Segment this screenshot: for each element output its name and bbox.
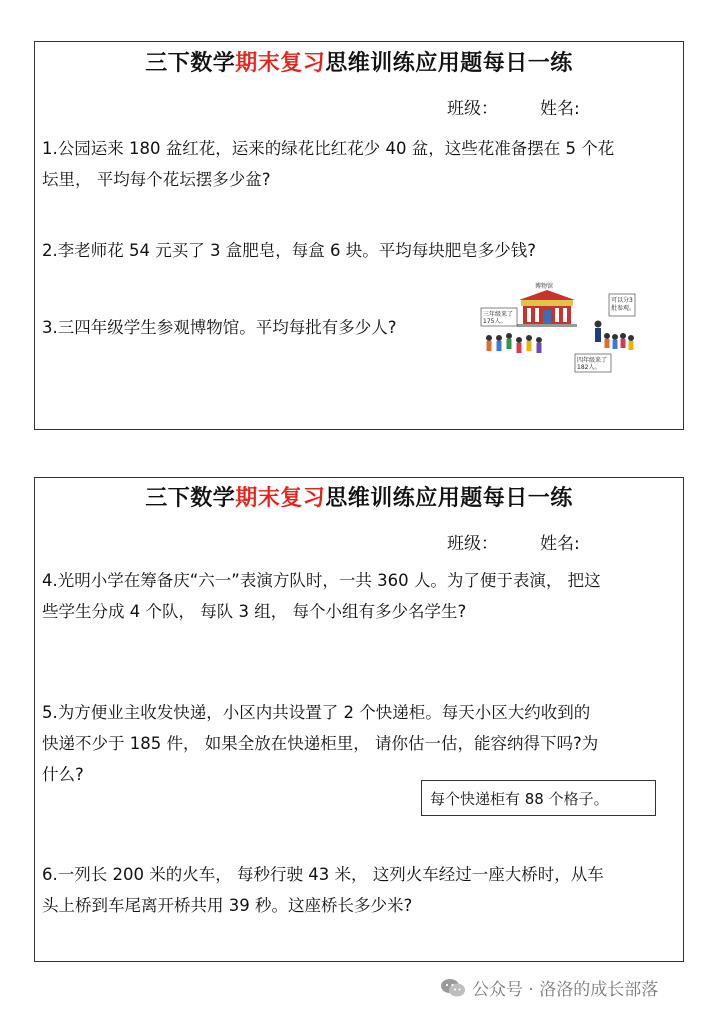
speech-bubble-right xyxy=(609,294,635,316)
question-5: 5.为方便业主收发快递，小区内共设置了 2 个快递柜。每天小区大约收到的 快递不少于 185 件， 如果全放在快递柜里， 请你估一估，能容纳得下吗?为 什么? xyxy=(42,703,599,784)
name-label: 姓名: xyxy=(540,534,580,554)
class-label: 班级： xyxy=(447,534,498,554)
question-6: 6.一列长 200 米的火车， 每秒行驶 43 米， 这列火车经过一座大桥时，从车 头上桥到车尾离开桥共用 39 秒。这座桥长多少米? xyxy=(42,865,604,915)
svg-text:三年级来了: 三年级来了 xyxy=(483,311,514,318)
svg-text:批参观。: 批参观。 xyxy=(611,305,636,312)
question-1: 1.公园运来 180 盆红花，运来的绿花比红花少 40 盆，这些花准备摆在 5 个花 坛里， 平均每个花坛摆多少盆? xyxy=(42,139,615,189)
q5-hint-box: 每个快递柜有 88 个格子。 xyxy=(421,780,656,816)
worksheet-title: 三下数学期末复习思维训练应用题每日一练 xyxy=(145,51,573,76)
svg-text:四年级来了: 四年级来了 xyxy=(577,357,608,364)
footer-text: 公众号 · 洛洛的成长部落 xyxy=(472,980,659,1000)
title-highlight: 期末复习 xyxy=(235,486,326,511)
svg-text:可以分3: 可以分3 xyxy=(611,297,633,304)
speech-bubble-left xyxy=(481,308,517,326)
museum-building-icon xyxy=(517,290,577,327)
svg-text:175人。: 175人。 xyxy=(483,318,507,325)
students-group-left-icon xyxy=(486,333,542,353)
question-3: 3.三四年级学生参观博物馆。平均每批有多少人? xyxy=(42,318,397,337)
footer-watermark xyxy=(440,975,658,1000)
museum-illustration xyxy=(447,280,637,378)
worksheet-card-2 xyxy=(34,477,684,962)
name-label: 姓名: xyxy=(540,99,580,119)
title-highlight: 期末复习 xyxy=(235,51,326,76)
class-label: 班级： xyxy=(447,99,498,119)
worksheet-title: 三下数学期末复习思维训练应用题每日一练 xyxy=(145,486,573,511)
svg-text:182人。: 182人。 xyxy=(577,364,601,371)
question-4: 4.光明小学在筹备庆“六一”表演方队时，一共 360 人。为了便于表演， 把这 些学生分成 4 个队， 每队 3 组， 每个小组有多少名学生? xyxy=(42,571,601,621)
teacher-icon xyxy=(595,321,602,343)
museum-label: 博物馆 xyxy=(535,283,554,290)
wechat-icon xyxy=(440,977,466,999)
students-group-right-icon xyxy=(604,333,634,350)
speech-bubble-bottom xyxy=(575,354,611,372)
question-2: 2.李老师花 54 元买了 3 盒肥皂，每盒 6 块。平均每块肥皂多少钱? xyxy=(42,241,536,260)
